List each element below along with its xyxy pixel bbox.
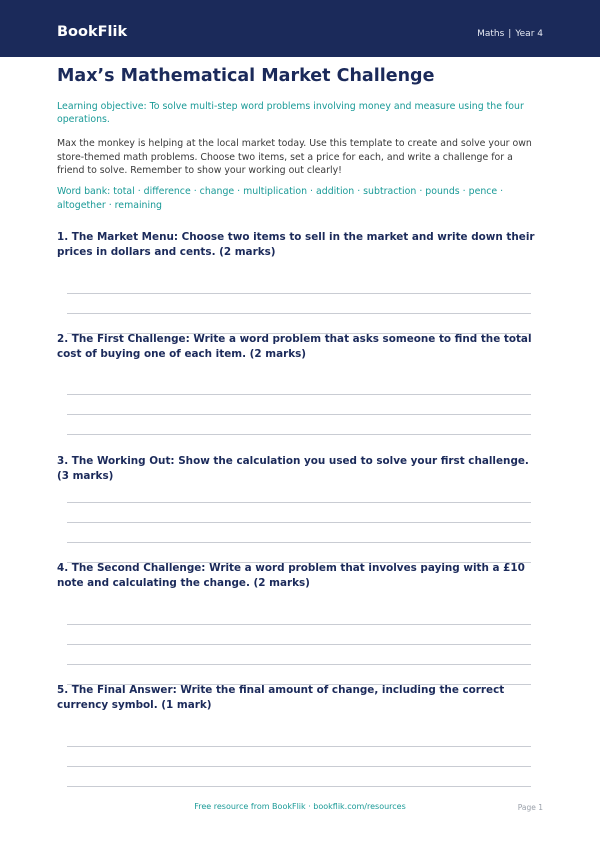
question-1-text: 1. The Market Menu: Choose two items to sell in the market and write down their prices in dollars and cents. (2 marks)	[57, 231, 535, 258]
learning-objective: Learning objective: To solve multi-step word problems involving money and measure using the four operations.	[57, 101, 524, 125]
answer-line[interactable]	[67, 414, 531, 415]
answer-line[interactable]	[67, 293, 531, 294]
question-3-text: 3. The Working Out: Show the calculation you used to solve your first challenge. (3 marks)	[57, 455, 529, 482]
answer-line[interactable]	[67, 664, 531, 665]
answer-line[interactable]	[67, 766, 531, 767]
answer-line[interactable]	[67, 522, 531, 523]
question-5-text: 5. The Final Answer: Write the final amount of change, including the correct currency symbol. (1 mark)	[57, 684, 505, 711]
answer-line[interactable]	[67, 644, 531, 645]
footer-credit[interactable]: Free resource from BookFlik · bookflik.com/resources	[194, 802, 406, 811]
subject-label: Maths	[477, 29, 505, 39]
question-5	[57, 683, 543, 713]
question-4	[57, 561, 543, 591]
word-bank: Word bank: total · difference · change · multiplication · addition · subtraction · pounds · pence · altogether · remaining	[57, 186, 504, 211]
answer-line[interactable]	[67, 786, 531, 787]
answer-line[interactable]	[67, 434, 531, 435]
year-label: Year 4	[515, 29, 543, 39]
header-separator: |	[508, 29, 512, 39]
question-2	[57, 332, 543, 362]
question-1	[57, 230, 543, 260]
page-title: Max’s Mathematical Market Challenge	[57, 66, 435, 86]
answer-line[interactable]	[67, 542, 531, 543]
question-3	[57, 454, 543, 484]
header-bar	[0, 0, 600, 57]
answer-line[interactable]	[67, 502, 531, 503]
answer-line[interactable]	[67, 313, 531, 314]
intro-paragraph: Max the monkey is helping at the local market today. Use this template to create and solve your own store-themed math problems. Choose two items, set a price for each, and write a challenge for a friend to solve. Remember to show your working out clearly!	[57, 138, 532, 176]
answer-line[interactable]	[67, 394, 531, 395]
page-number: Page 1	[517, 803, 543, 812]
question-2-text: 2. The First Challenge: Write a word problem that asks someone to find the total cost of buying one of each item. (2 marks)	[57, 333, 532, 360]
answer-line[interactable]	[67, 746, 531, 747]
brand-logo[interactable]: BookFlik	[57, 24, 128, 40]
question-4-text: 4. The Second Challenge: Write a word problem that involves paying with a £10 note and calculating the change. (2 marks)	[57, 562, 525, 589]
answer-line[interactable]	[67, 624, 531, 625]
header-meta	[477, 28, 543, 40]
